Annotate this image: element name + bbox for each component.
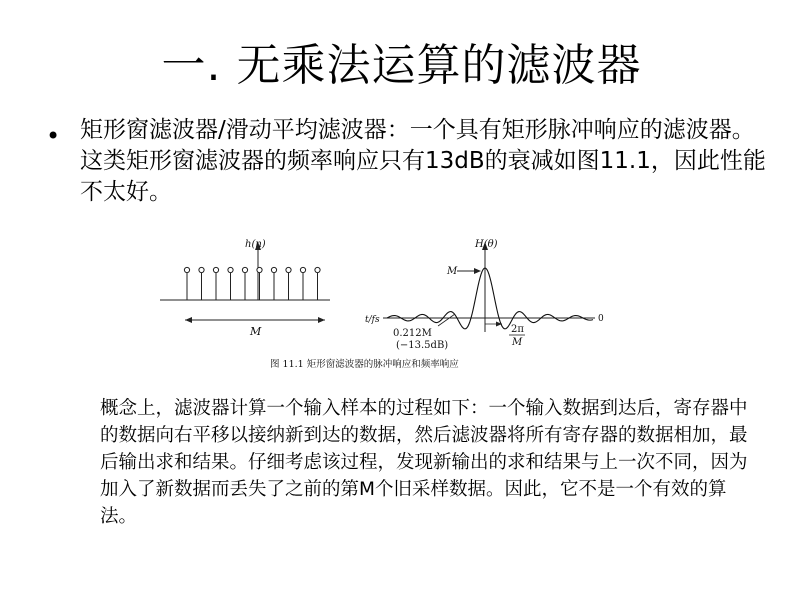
m-span-arrow-right xyxy=(318,317,325,323)
impulse-label: h(n) xyxy=(245,239,266,250)
impulse-sample xyxy=(242,267,247,272)
impulse-sample xyxy=(199,267,204,272)
bullet-text: 矩形窗滤波器/滑动平均滤波器：一个具有矩形脉冲响应的滤波器。这类矩形窗滤波器的频率响应只有13dB的衰减如图11.1，因此性能不太好。 xyxy=(80,117,766,205)
impulse-sample xyxy=(315,267,320,272)
impulse-sample xyxy=(286,267,291,272)
sinc-curve xyxy=(387,268,593,329)
impulse-sample xyxy=(228,267,233,272)
freq-label: H(θ) xyxy=(475,239,498,250)
width-arrow xyxy=(496,322,502,327)
slide-title: 一. 无乘法运算的滤波器 xyxy=(161,40,642,91)
impulse-sample xyxy=(257,267,262,272)
axis-left-label: t/fs xyxy=(365,315,380,325)
sidelobe-value: 0.212M xyxy=(393,328,432,339)
m-span-label: M xyxy=(250,325,262,338)
impulse-sample xyxy=(184,267,189,272)
bullet-marker: • xyxy=(46,122,61,150)
figure-caption: 图 11.1 矩形窗滤波器的脉冲响应和频率响应 xyxy=(270,359,459,370)
figure-11-1 xyxy=(155,222,615,382)
frequency-response-plot xyxy=(365,239,604,351)
m-span-arrow-left xyxy=(185,317,192,323)
peak-arrow-head xyxy=(474,268,481,274)
impulse-response-plot xyxy=(160,239,330,338)
impulse-sample xyxy=(271,267,276,272)
impulse-sample xyxy=(300,267,305,272)
axis-right-label: 0 xyxy=(598,314,604,324)
sidelobe-db: (−13.5dB) xyxy=(396,340,449,351)
width-numerator: 2π xyxy=(511,324,524,335)
peak-label: M xyxy=(447,266,458,277)
impulse-stems xyxy=(184,267,320,300)
concept-paragraph: 概念上，滤波器计算一个输入样本的过程如下：一个输入数据到达后，寄存器中的数据向右平移以接纳新到达的数据，然后滤波器将所有寄存器的数据相加，最后输出求和结果。仔细考虑该过程，发现新输出的求和结果与上一次不同，因为加入了新数据而丢失了之前的第M个旧采样数据。因此，它不是一个有效的算法。 xyxy=(100,398,748,527)
impulse-sample xyxy=(213,267,218,272)
figure-svg xyxy=(155,222,615,382)
width-denominator: M xyxy=(512,337,523,348)
